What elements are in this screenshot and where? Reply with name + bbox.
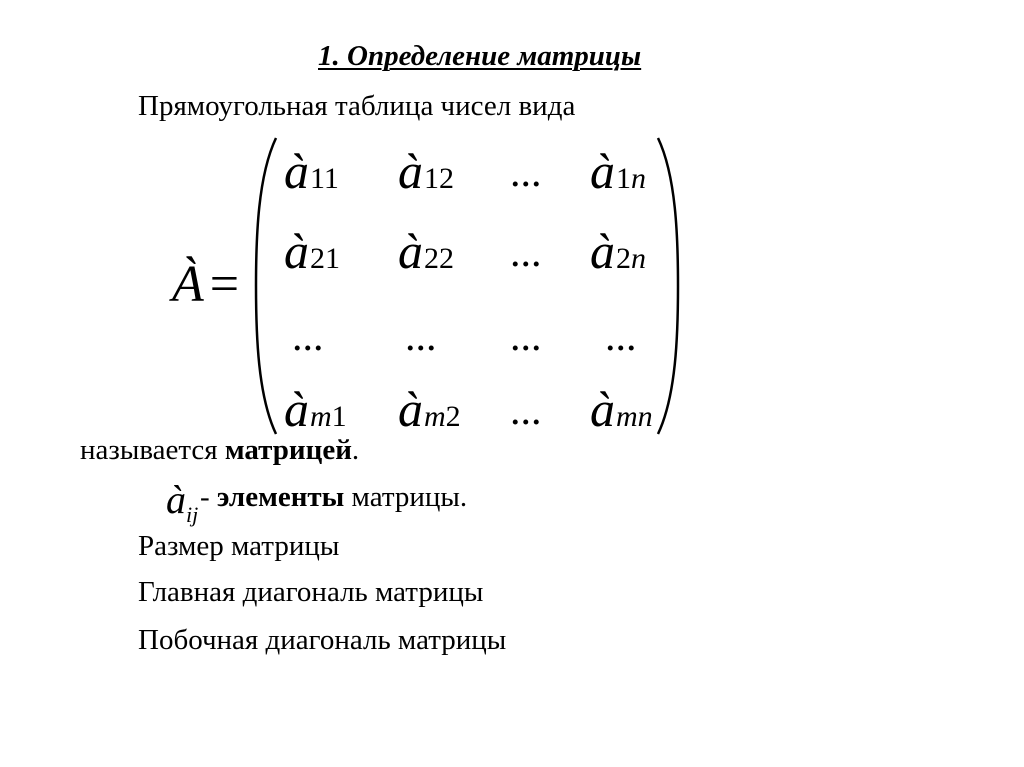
called-suffix: .	[351, 434, 360, 466]
matrix-cell-base: à	[284, 143, 309, 199]
elements-suffix: матрицы.	[344, 481, 468, 513]
matrix-cell	[398, 143, 454, 199]
element-base: à	[166, 477, 186, 522]
matrix-cell	[398, 381, 461, 437]
matrix-cell	[398, 223, 454, 279]
list-item-anti-diagonal: Побочная диагональ матрицы	[138, 624, 507, 656]
matrix-cell-base: à	[284, 381, 309, 437]
matrix-cell-base: à	[590, 143, 615, 199]
matrix-cell-subscript: 1n	[616, 162, 646, 195]
matrix-cell: ...	[510, 150, 542, 196]
matrix-cell-base: à	[398, 381, 423, 437]
called-text	[80, 434, 359, 467]
matrix-cell: ...	[510, 388, 542, 434]
called-term: матрицей	[224, 434, 352, 466]
matrix-cell-subscript: 22	[424, 242, 454, 275]
intro-text: Прямоугольная таблица чисел вида	[138, 90, 576, 122]
matrix-cell-subscript: 2n	[616, 242, 646, 275]
matrix-cell-base: à	[590, 223, 615, 279]
matrix-cell-subscript: 12	[424, 162, 454, 195]
matrix-cell: ...	[605, 314, 637, 360]
matrix-cell: ...	[510, 314, 542, 360]
matrix-cell-subscript: 21	[310, 242, 340, 275]
matrix-cell	[284, 143, 339, 199]
matrix-cell	[590, 143, 646, 199]
elements-dash: -	[200, 481, 217, 513]
page-title: 1. Определение матрицы	[318, 40, 642, 72]
list-item-size: Размер матрицы	[138, 530, 340, 562]
equals-sign: =	[209, 256, 240, 313]
list-item-main-diagonal: Главная диагональ матрицы	[138, 576, 484, 608]
matrix-cell	[590, 223, 646, 279]
matrix-cell-subscript: mn	[616, 400, 653, 433]
matrix-symbol: À	[172, 256, 204, 313]
matrix-cell-subscript: m2	[424, 400, 461, 433]
matrix-cell	[284, 223, 340, 279]
elements-text	[200, 481, 467, 514]
matrix-cell	[590, 381, 653, 437]
matrix-cell	[284, 381, 347, 437]
element-symbol	[166, 476, 198, 528]
matrix-cell-base: à	[398, 223, 423, 279]
matrix-cell-subscript: 11	[310, 162, 339, 195]
matrix-cell-base: à	[590, 381, 615, 437]
matrix-cell-base: à	[284, 223, 309, 279]
matrix-cell-base: à	[398, 143, 423, 199]
element-sub: ij	[186, 502, 199, 527]
matrix-cell: ...	[510, 230, 542, 276]
called-prefix: называется	[80, 434, 225, 466]
matrix-cell-subscript: m1	[310, 400, 347, 433]
elements-term: элементы	[216, 481, 345, 513]
matrix-cell: ...	[405, 314, 437, 360]
matrix-cell: ...	[292, 314, 324, 360]
